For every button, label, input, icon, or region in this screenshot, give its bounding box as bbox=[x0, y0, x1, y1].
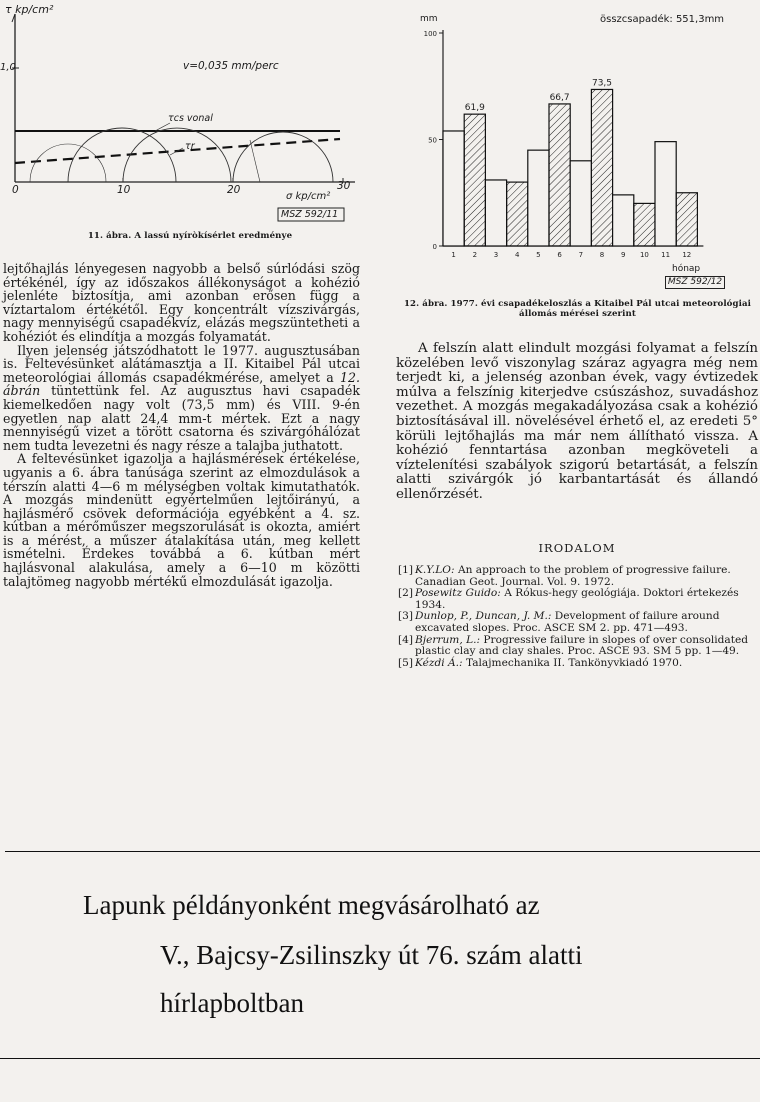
chart-x-tick-label: 5 bbox=[536, 251, 541, 259]
figure-11-y-label: τ kp/cm² bbox=[5, 3, 54, 16]
reference-item bbox=[398, 658, 758, 670]
figure-11-x-tick: 20 bbox=[227, 184, 241, 196]
chart-x-tick-label: 3 bbox=[493, 251, 499, 259]
chart-x-tick-label: 9 bbox=[620, 251, 626, 259]
figure-11-tcs-label: τcs vonal bbox=[168, 113, 213, 124]
figure-12-caption bbox=[395, 299, 760, 319]
chart-x-tick-label: 10 bbox=[639, 251, 649, 259]
chart-x-tick-label: 8 bbox=[599, 251, 605, 259]
reference-number: [3] bbox=[398, 610, 414, 623]
figure-11-tr-label: τr bbox=[185, 141, 195, 152]
chart-data-label: 61,9 bbox=[464, 103, 485, 114]
figure-11-x-label: σ kp/cm² bbox=[286, 191, 331, 202]
chart-y-tick-label: 50 bbox=[428, 136, 437, 145]
reference-text: Development of failure around excavated slopes. Proc. ASCE SM 2. pp. 471—493. bbox=[415, 610, 720, 634]
reference-item bbox=[398, 635, 758, 658]
reference-number: [2] bbox=[398, 587, 414, 600]
reference-text: Progressive failure in slopes of over consolidated plastic clay and clay shales. Proc. ASCE 93. SM 5 pp. 1—49. bbox=[415, 633, 749, 658]
figure-12-caption-line: 12. ábra. 1977. évi csapadékeloszlás a Kitaibel Pál utcai meteorológiai bbox=[403, 299, 752, 309]
chart-y-axis-label: mm bbox=[420, 14, 438, 24]
chart-x-tick-label: 12 bbox=[682, 251, 692, 259]
chart-x-tick-label: 2 bbox=[472, 251, 478, 259]
reference-author: Kézdi Á.: bbox=[415, 656, 463, 669]
figure-12-standard: MSZ 592/12 bbox=[665, 276, 725, 289]
figure-12-caption-line: állomás mérései szerint bbox=[519, 309, 636, 319]
chart-bar bbox=[613, 195, 634, 246]
left-paragraph-2-text: tüntettünk fel. Az augusztus havi csapadék kiemelkedően nagy volt (73,5 mm) és VIII. 9-én egyetlen nap alatt 24,4 mm-t mértek. Ezt a nagy mennyiségű vizet a törött csatorna és szivárgóhálózat nem tudta levezetni és nagy része a talajba juthatott. bbox=[3, 383, 360, 453]
reference-number: [4] bbox=[398, 633, 414, 646]
chart-bar bbox=[507, 182, 528, 246]
chart-y-tick-label: 100 bbox=[423, 30, 437, 38]
chart-bar bbox=[676, 193, 697, 246]
figure-11-x-tick: 0 bbox=[12, 184, 19, 196]
chart-data-label: 73,5 bbox=[591, 78, 613, 89]
figure-11-x-tick: 10 bbox=[117, 184, 131, 196]
figure-11-standard: MSZ 592/11 bbox=[281, 209, 339, 220]
reference-number: [5] bbox=[398, 656, 414, 669]
reference-item bbox=[398, 565, 758, 588]
chart-y-tick-label: 0 bbox=[432, 243, 437, 251]
right-paragraph bbox=[396, 342, 758, 503]
figure-11-y-tick: 1,0 bbox=[0, 62, 16, 73]
figure-11-caption: 11. ábra. A lassú nyíròkísérlet eredménye bbox=[87, 231, 293, 241]
figure-12-bar-chart bbox=[415, 8, 760, 298]
notice-line-2: V., Bajcsy-Zsilinszky út 76. szám alatti bbox=[160, 940, 583, 970]
chart-bar bbox=[549, 104, 570, 246]
reference-item bbox=[398, 611, 758, 634]
chart-x-tick-label: 6 bbox=[557, 251, 562, 259]
figure-11-x-tick: 30 bbox=[337, 180, 351, 192]
chart-bar bbox=[591, 89, 612, 246]
reference-author: K.Y.LO: bbox=[415, 564, 455, 576]
reference-text: A Rókus-hegy geológiája. Doktori értekezés 1934. bbox=[415, 587, 739, 611]
references-heading: IRODALOM bbox=[538, 541, 616, 555]
chart-x-tick-label: 7 bbox=[578, 251, 584, 259]
figure-reference: 12. ábrán bbox=[3, 369, 360, 399]
chart-bar bbox=[485, 180, 506, 246]
chart-bar bbox=[570, 161, 591, 246]
reference-item bbox=[398, 588, 758, 611]
references-list bbox=[398, 565, 758, 669]
left-paragraph-3: A feltevésünket igazolja a hajlásmérések értékelése, ugyanis a 6. ábra tanúsága szerint az elmozdulások a térszín alatti 4—6 m mélységben voltak kimutathatók. A mozgás mindenütt egyértelműen lejtőirányú, a hajlásmérő csövek deformációja egyébként a 4. sz. kútban a mérőműszer megszorulását is okozta, amiért is a mérést, a műszer átalakítása után, meg kellett ismételni. Érdekes továbbá a 6. kútban mért hajlásvonal alakulása, amely a 6—10 m közötti talajtömeg nagyobb mértékű elmozdulását igazolja. bbox=[3, 451, 360, 589]
notice-line-3: hírlapboltban bbox=[160, 988, 304, 1018]
divider-bottom bbox=[0, 1058, 760, 1059]
chart-bar bbox=[634, 203, 655, 246]
chart-bar bbox=[443, 131, 464, 246]
chart-x-tick-label: 4 bbox=[514, 251, 520, 259]
chart-x-tick-label: 11 bbox=[661, 251, 671, 259]
chart-bar bbox=[528, 150, 549, 246]
reference-author: Posewitz Guido: bbox=[415, 587, 501, 600]
chart-x-axis-label: hónap bbox=[672, 264, 701, 274]
reference-number: [1] bbox=[398, 564, 414, 576]
chart-bar bbox=[655, 142, 676, 246]
chart-x-tick-label: 1 bbox=[451, 251, 456, 259]
figure-11-speed-label: v=0,035 mm/perc bbox=[183, 60, 279, 72]
reference-text: An approach to the problem of progressive failure. Canadian Geot. Journal. Vol. 9. 1972. bbox=[415, 564, 731, 588]
left-column bbox=[3, 262, 360, 588]
notice-line-1: Lapunk példányonként megvásárolható az bbox=[83, 890, 540, 920]
reference-author: Dunlop, P., Duncan, J. M.: bbox=[415, 610, 552, 623]
reference-text: Talajmechanika II. Tankönyvkiadó 1970. bbox=[462, 656, 683, 669]
right-paragraph-1: A felszín alatt elindult mozgási folyamat a felszín közelében levő viszonylag száraz agyagra még nem terjedt ki, a jelenség azonban évek, vagy évtizedek múlva a felszínig kiterjedve csúszáshoz, suvadáshoz vezethet. A mozgás megakadályozása csak a kohézió biztosításával ill. növelésével érhető el, az eredeti 5° körüli lejtőhajlás ma már nem állítható vissza. A kohézió fenntartása azonban megköveteli a víztelenítési szabályok szigorú betartását, a felszín alatti szivárgók jó karbantartását és állandó ellenőrzését. bbox=[396, 341, 758, 502]
chart-data-label: 66,7 bbox=[549, 92, 570, 103]
reference-author: Bjerrum, L.: bbox=[415, 633, 481, 646]
left-paragraph-2-text: Ilyen jelenség játszódhatott le 1977. augusztusában is. Feltevésünket alátámasztja a II. Kitaibel Pál utcai meteorológiai állomás csapadékmérése, amelyet a bbox=[3, 342, 360, 385]
chart-bar bbox=[464, 114, 485, 246]
chart-title: összcsapadék: 551,3mm bbox=[600, 14, 725, 25]
left-paragraph-2 bbox=[3, 344, 360, 453]
divider-top bbox=[5, 851, 760, 852]
left-paragraph-1: lejtőhajlás lényegesen nagyobb a belső súrlódási szög értékénél, így az időszakos állékonyságot a kohézió jelenléte biztosítja, ami azonban erősen függ a víztartalom értékétől. Egy koncentrált vízszivárgás, nagy mennyiségű csapadékvíz, elázás megszüntetheti a kohéziót és elindítja a mozgás folyamatát. bbox=[3, 261, 360, 344]
